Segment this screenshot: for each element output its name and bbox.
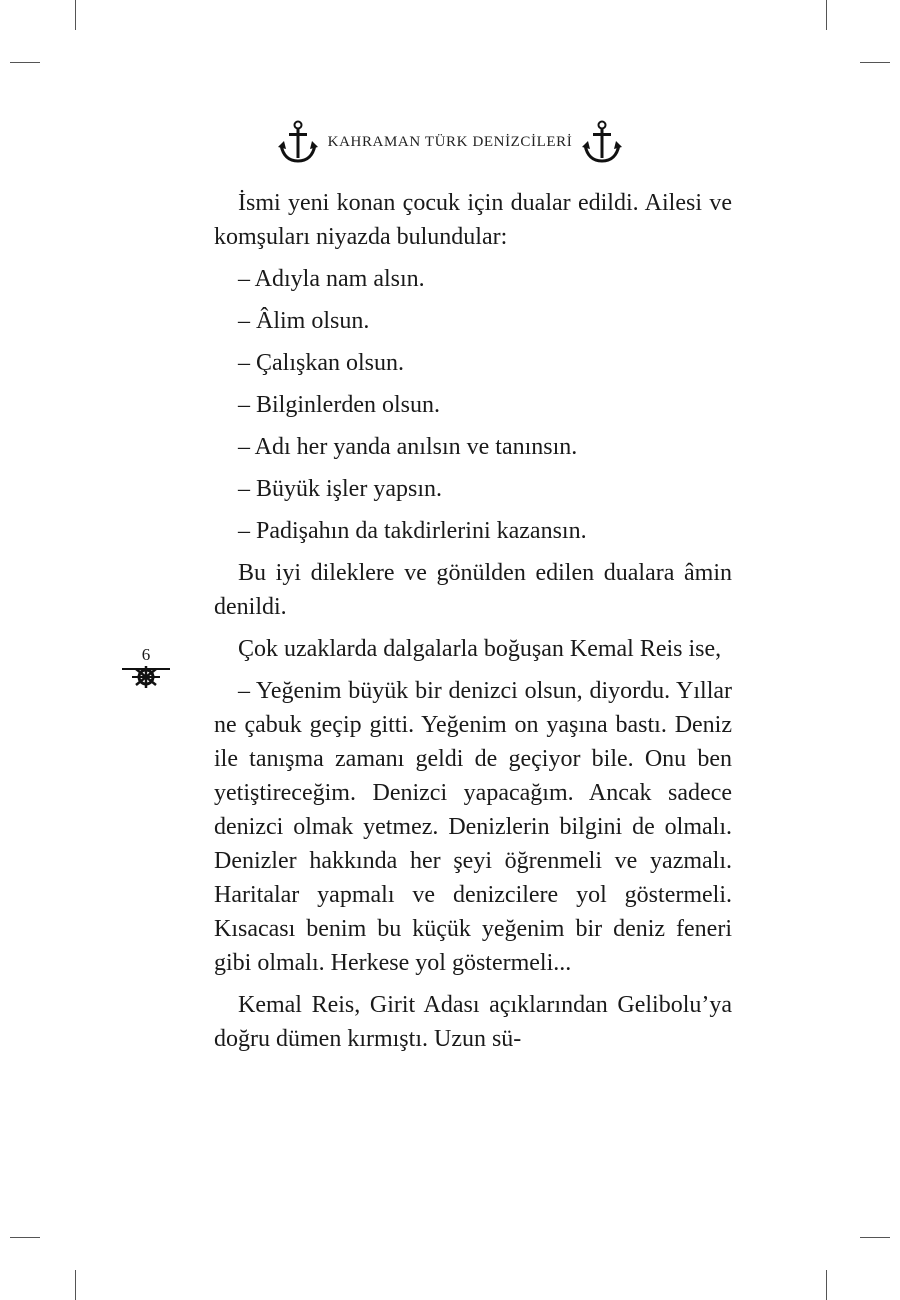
paragraph: – Yeğenim büyük bir denizci olsun, diyordu. Yıllar ne çabuk geçip gitti. Yeğenim on yaşına bastı. Deniz ile tanışma zamanı geldi de geçiyor bile. Onu ben yetiştireceğim. Denizci yapacağım. Ancak sadece denizci olmak yetmez. Denizlerin bilgini de olmalı. Denizler hakkında her şeyi öğrenmeli ve yazmalı. Haritalar yapmalı ve denizcilere yol göstermeli. Kısacası benim bu küçük yeğenim bir deniz feneri gibi olmalı. Herkese yol göstermeli... (214, 678, 732, 976)
paragraph: Çok uzaklarda dalgalarla boğuşan Kemal Reis ise, (238, 636, 722, 662)
crop-mark-left-lower (10, 1237, 40, 1238)
crop-mark-top-right (826, 0, 827, 30)
wish-item: – Bilginlerden olsun. (238, 392, 440, 418)
crop-mark-right-lower (860, 1237, 890, 1238)
wish-item: – Adıyla nam alsın. (238, 266, 425, 292)
paragraph: Kemal Reis, Girit Adası açıklarından Gelibolu’ya doğru dümen kırmıştı. Uzun sü- (214, 992, 732, 1052)
paragraph: İsmi yeni konan çocuk için dualar edildi. Ailesi ve komşuları niyazda bulundular: (214, 190, 732, 250)
wish-item: – Çalışkan olsun. (238, 350, 404, 376)
anchor-icon (582, 119, 622, 165)
page-folio (118, 646, 174, 689)
crop-mark-left-upper (10, 62, 40, 63)
anchor-icon (278, 119, 318, 165)
crop-mark-bottom-left (75, 1270, 76, 1300)
running-header-title: KAHRAMAN TÜRK DENİZCİLERİ (327, 133, 573, 150)
crop-mark-right-upper (860, 62, 890, 63)
crop-mark-bottom-right (826, 1270, 827, 1300)
wish-item: – Âlim olsun. (238, 308, 370, 334)
running-header (0, 118, 900, 166)
page-number: 6 (141, 645, 151, 664)
paragraph: Bu iyi dileklere ve gönülden edilen dualara âmin denildi. (214, 560, 732, 620)
ship-wheel-icon (122, 665, 170, 689)
wish-item: – Büyük işler yapsın. (238, 476, 442, 502)
wish-item: – Adı her yanda anılsın ve tanınsın. (238, 434, 578, 460)
crop-mark-top-left (75, 0, 76, 30)
page-body (214, 186, 732, 1056)
wish-item: – Padişahın da takdirlerini kazansın. (238, 518, 587, 544)
